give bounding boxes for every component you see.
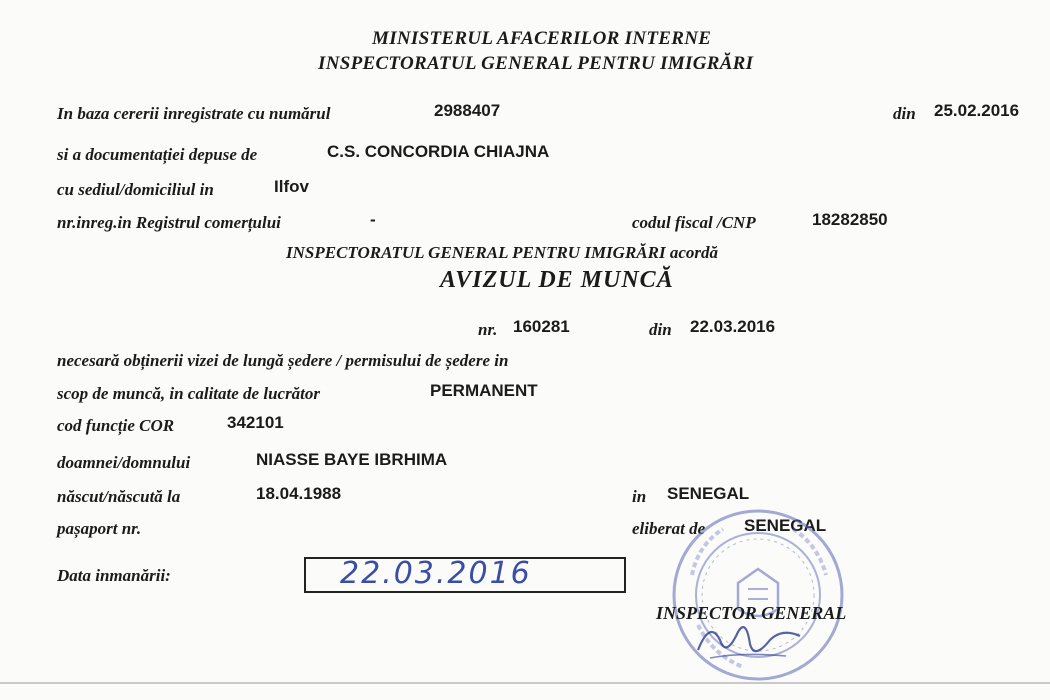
fiscal-label: codul fiscal /CNP: [632, 213, 756, 232]
seat-value: Ilfov: [274, 177, 309, 196]
purpose-line-1: necesară obținerii vizei de lungă ședere / permisului de ședere in: [57, 351, 509, 370]
born-in-value: SENEGAL: [667, 484, 750, 503]
request-date-label: din: [893, 104, 916, 123]
handwritten-delivery-date: 22.03.2016: [340, 556, 532, 591]
permit-title: AVIZUL DE MUNCĂ: [440, 267, 674, 293]
fiscal-value: 18282850: [812, 210, 888, 229]
worker-type: PERMANENT: [430, 381, 538, 400]
person-name-label: doamnei/domnului: [57, 453, 191, 472]
purpose-line-2: scop de muncă, in calitate de lucrător: [57, 384, 321, 403]
born-label: născut/născută la: [57, 487, 181, 506]
company-label: si a documentației depuse de: [57, 145, 258, 164]
registry-label: nr.inreg.in Registrul comerțului: [57, 213, 281, 232]
permit-date-label: din: [649, 320, 672, 339]
request-label: In baza cererii inregistrate cu numărul: [57, 104, 331, 123]
permit-nr-label: nr.: [478, 320, 498, 339]
company-name: C.S. CONCORDIA CHIAJNA: [327, 142, 550, 161]
permit-date-value: 22.03.2016: [690, 317, 776, 336]
handwritten-signature: [690, 610, 810, 670]
cor-value: 342101: [227, 413, 284, 432]
issued-by: SENEGAL: [744, 516, 827, 535]
request-date: 25.02.2016: [934, 101, 1020, 120]
person-name: NIASSE BAYE IBRHIMA: [256, 450, 448, 469]
born-date: 18.04.1988: [256, 484, 342, 503]
inspectorate-heading: INSPECTORATUL GENERAL PENTRU IMIGRĂRI: [318, 53, 754, 74]
grant-text: INSPECTORATUL GENERAL PENTRU IMIGRĂRI acordă: [286, 243, 718, 262]
ministry-heading: MINISTERUL AFACERILOR INTERNE: [372, 28, 712, 49]
passport-label: pașaport nr.: [57, 519, 142, 538]
registry-value: -: [370, 210, 376, 229]
signatory-title: INSPECTOR GENERAL: [656, 603, 847, 623]
permit-nr-value: 160281: [513, 317, 570, 336]
born-in-label: in: [632, 487, 647, 506]
request-number: 2988407: [434, 101, 501, 120]
page-edge-line: [0, 682, 1050, 684]
delivery-label: Data inmanării:: [57, 566, 171, 585]
issued-label: eliberat de: [632, 519, 706, 538]
seat-label: cu sediul/domiciliul in: [57, 180, 214, 199]
cor-label: cod funcție COR: [57, 416, 175, 435]
